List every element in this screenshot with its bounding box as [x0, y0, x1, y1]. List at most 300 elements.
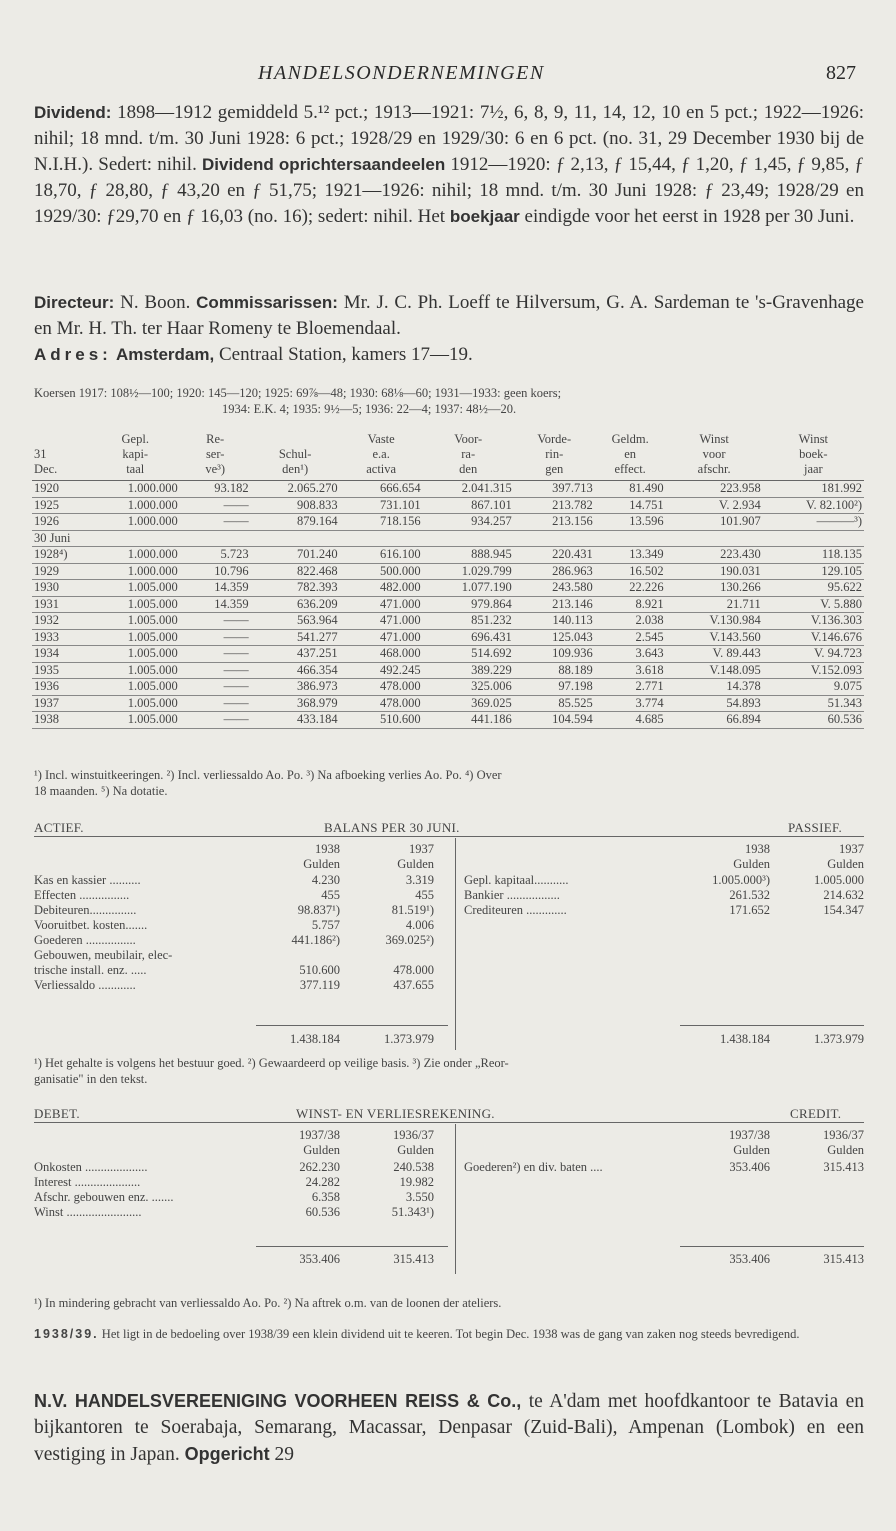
pl-right-header: [464, 1128, 864, 1158]
balance-row: [34, 918, 454, 933]
pl-year-1-left: 1937/38: [299, 1128, 340, 1142]
table-cell: 2.041.315: [423, 481, 514, 498]
balance-row: [34, 948, 454, 963]
address-paragraph: [34, 342, 864, 368]
company-name: N.V. HANDELSVEREENIGING VOORHEEN REISS & Co.,: [34, 1391, 522, 1411]
pl-center-rule: [455, 1124, 456, 1274]
balance-liabilities: [464, 873, 864, 918]
table-header-cell: Dec.: [34, 462, 58, 476]
item-value: 510.600: [299, 963, 340, 977]
table-cell: 1.000.000: [91, 547, 180, 564]
table-cell: V.136.303: [763, 613, 864, 630]
balance-row: [34, 933, 454, 948]
table-cell: 1.000.000: [91, 497, 180, 514]
table-cell: 97.198: [514, 679, 595, 696]
table-cell: 514.692: [423, 646, 514, 663]
item-value: 353.406: [729, 1160, 770, 1174]
table-row: [32, 596, 864, 613]
pl-row: [34, 1190, 454, 1205]
item-value: 377.119: [299, 978, 340, 992]
table-cell: [763, 530, 864, 547]
table-cell: 325.006: [423, 679, 514, 696]
table-cell: 731.101: [340, 497, 423, 514]
balance-row: [464, 903, 864, 918]
table-row: [32, 646, 864, 663]
table-cell: 1925: [32, 497, 91, 514]
table-cell: 93.182: [180, 481, 251, 498]
item-label: Verliessaldo ............: [34, 978, 136, 992]
balance-left-sum-rule: [256, 1025, 448, 1026]
table-cell: 13.596: [595, 514, 666, 531]
table-cell: 1930: [32, 580, 91, 597]
table-cell: ——: [180, 629, 251, 646]
item-label: trische install. enz. .....: [34, 963, 147, 977]
commissioners-text: Mr. J. C. Ph. Loeff te Hilversum, G. A. Sardeman te 's-Gravenhage en Mr. H. Th. ter Haar Romeny te Bloemendaal.: [34, 292, 864, 339]
item-label: Effecten ................: [34, 888, 130, 902]
dividend-text: 1898—1912 gemiddeld 5.¹² pct.; 1913—1921: 7½, 6, 8, 9, 11, 14, 12, 10 en 5 pct.; 1922—1926: nihil; 18 mnd. t/m. 30 Juni 1928: 6 pct.; 1928/29 en 1929/30: 6 en 6 pct. (no. 31, 29 December 1930 bij de N.I.H.). Sedert: nihil.: [34, 102, 864, 175]
table-cell: 101.907: [666, 514, 763, 531]
balance-left-header: [34, 842, 454, 872]
table-cell: 1.077.190: [423, 580, 514, 597]
table-cell: 1937: [32, 695, 91, 712]
pl-total-2-right: 315.413: [823, 1252, 864, 1266]
item-value: 437.655: [393, 978, 434, 992]
table-row: [32, 613, 864, 630]
table-cell: 8.921: [595, 596, 666, 613]
table-header-cell: Winst: [798, 432, 829, 446]
table-cell: 1.005.000: [91, 662, 180, 679]
pl-left-title: DEBET.: [34, 1106, 80, 1121]
table-cell: 888.945: [423, 547, 514, 564]
table-row: [32, 695, 864, 712]
table-cell: 1.005.000: [91, 596, 180, 613]
table-header-cell: afschr.: [697, 462, 731, 476]
table-cell: 66.894: [666, 712, 763, 729]
table-cell: 510.600: [340, 712, 423, 729]
item-label: Gepl. kapitaal...........: [464, 873, 569, 887]
balance-year-1937-right: 1937: [839, 842, 864, 856]
balance-right-header: [464, 842, 864, 872]
table-cell: 616.100: [340, 547, 423, 564]
table-cell: V. 94.723: [763, 646, 864, 663]
item-value: 171.652: [729, 903, 770, 917]
table-cell: 30 Juni: [32, 530, 91, 547]
balance-year-1938-left: 1938: [315, 842, 340, 856]
table-cell: 979.864: [423, 596, 514, 613]
pl-left-sum-rule: [256, 1246, 448, 1247]
table-header-cell: Re-: [206, 432, 225, 446]
statistics-table: [32, 432, 864, 729]
table-cell: 181.992: [763, 481, 864, 498]
table-header-cell: den¹): [282, 462, 309, 476]
table-cell: 879.164: [251, 514, 340, 531]
outlook-text: Het ligt in de bedoeling over 1938/39 een klein dividend uit te keeren. Tot begin Dec. 1938 was de gang van zaken nog steeds bevredigend.: [98, 1327, 800, 1341]
table-row: [32, 679, 864, 696]
table-cell: V.146.676: [763, 629, 864, 646]
table-header-cell: rin-: [545, 447, 564, 461]
table-cell: 213.156: [514, 514, 595, 531]
table-header-cell: 31: [34, 447, 47, 461]
table-row: [32, 580, 864, 597]
table-row: [32, 530, 864, 547]
balance-right-sum-rule: [680, 1025, 864, 1026]
table-cell: 471.000: [340, 629, 423, 646]
item-value: 3.319: [405, 873, 434, 887]
table-cell: 934.257: [423, 514, 514, 531]
table-header-cell: kapi-: [122, 447, 149, 461]
item-value: 154.347: [823, 903, 864, 917]
pl-unit-left-1: Gulden: [303, 1143, 340, 1157]
item-value: 81.519¹): [391, 903, 434, 917]
table-cell: 2.545: [595, 629, 666, 646]
running-title: HANDELSONDERNEMINGEN: [258, 62, 545, 84]
company-text: te A'dam met hoofdkantoor te Batavia en bijkantoren te Soerabaja, Semarang, Macassar, Denpasar (Zuid-Bali), Ampenan (Lombok) en een vestiging in Japan.: [34, 1391, 864, 1465]
table-footnote-line-2: 18 maanden. ⁵) Na dotatie.: [34, 784, 168, 798]
page-number: 827: [826, 62, 856, 84]
table-cell: 1.005.000: [91, 629, 180, 646]
next-company-paragraph: [34, 1388, 864, 1468]
dividend-founders-text: 1912—1920: ƒ 2,13, ƒ 15,44, ƒ 1,20, ƒ 1,45, ƒ 9,85, ƒ 18,70, ƒ 28,80, ƒ 43,20 en ƒ 51,75; 1921—1926: nihil; 18 mnd. t/m. 30 Juni 1928: ƒ 23,49; 1928/29 en 1929/30: ƒ29,70 en ƒ 16,03 (no. 16); sedert: nihil. Het: [34, 154, 864, 227]
table-row: [32, 514, 864, 531]
table-cell: 243.580: [514, 580, 595, 597]
balance-unit-right-1: Gulden: [733, 857, 770, 871]
item-label: Crediteuren .............: [464, 903, 567, 917]
table-cell: 130.266: [666, 580, 763, 597]
table-cell: 223.958: [666, 481, 763, 498]
balance-unit-left-2: Gulden: [397, 857, 434, 871]
item-value: 51.343¹): [391, 1205, 434, 1219]
table-cell: 2.065.270: [251, 481, 340, 498]
table-cell: 468.000: [340, 646, 423, 663]
pl-row: [34, 1175, 454, 1190]
item-value: 24.282: [305, 1175, 340, 1189]
table-cell: 908.833: [251, 497, 340, 514]
price-history-line-1: Koersen 1917: 108½—100; 1920: 145—120; 1925: 69⅞—48; 1930: 68⅛—60; 1931—1933: geen koers;: [34, 386, 562, 400]
table-cell: ——: [180, 514, 251, 531]
dividend-founders-label: Dividend oprichtersaandeelen: [202, 155, 446, 174]
table-cell: 223.430: [666, 547, 763, 564]
table-cell: 867.101: [423, 497, 514, 514]
item-value: 261.532: [729, 888, 770, 902]
table-cell: 389.229: [423, 662, 514, 679]
balance-right-title: PASSIEF.: [788, 820, 842, 835]
table-header-cell: Voor-: [454, 432, 483, 446]
table-cell: 492.245: [340, 662, 423, 679]
balance-left-totals: [34, 1032, 454, 1047]
item-value: 369.025²): [385, 933, 434, 947]
table-cell: ——: [180, 662, 251, 679]
table-cell: 1932: [32, 613, 91, 630]
table-cell: 1935: [32, 662, 91, 679]
item-value: 60.536: [305, 1205, 340, 1219]
pl-total-1-left: 353.406: [299, 1252, 340, 1266]
table-cell: V. 5.880: [763, 596, 864, 613]
table-cell: 718.156: [340, 514, 423, 531]
item-label: Vooruitbet. kosten.......: [34, 918, 148, 932]
balance-assets: [34, 873, 454, 993]
item-value: 5.757: [311, 918, 340, 932]
pl-year-2-left: 1936/37: [393, 1128, 434, 1142]
table-cell: 1.005.000: [91, 580, 180, 597]
table-cell: [595, 530, 666, 547]
management-paragraph: [34, 290, 864, 342]
balance-left-title: ACTIEF.: [34, 820, 84, 835]
table-cell: 16.502: [595, 563, 666, 580]
item-label: Kas en kassier ..........: [34, 873, 141, 887]
pl-top-rule: [34, 1122, 864, 1123]
pl-unit-right-1: Gulden: [733, 1143, 770, 1157]
fiscal-year-text: eindigde voor het eerst in 1928 per 30 Juni.: [519, 206, 855, 227]
table-cell: V.143.560: [666, 629, 763, 646]
table-cell: 10.796: [180, 563, 251, 580]
table-cell: 1938: [32, 712, 91, 729]
founded-text: 29: [269, 1444, 294, 1465]
table-row: [32, 712, 864, 729]
item-value: 4.006: [405, 918, 434, 932]
table-header-cell: ve³): [205, 462, 226, 476]
dividend-label: Dividend:: [34, 103, 112, 122]
table-cell: 386.973: [251, 679, 340, 696]
table-cell: 286.963: [514, 563, 595, 580]
commissioners-label: Commissarissen:: [196, 293, 338, 312]
item-value: 262.230: [299, 1160, 340, 1174]
item-value: 441.186²): [291, 933, 340, 947]
balance-row: [464, 873, 864, 888]
table-header-cell: [251, 432, 340, 447]
table-cell: 636.209: [251, 596, 340, 613]
table-cell: V. 82.100²): [763, 497, 864, 514]
table-cell: 95.622: [763, 580, 864, 597]
table-cell: 2.038: [595, 613, 666, 630]
balance-total-1938-right: 1.438.184: [720, 1032, 770, 1046]
table-cell: 1.000.000: [91, 481, 180, 498]
table-cell: 441.186: [423, 712, 514, 729]
item-label: Debiteuren...............: [34, 903, 137, 917]
pl-row: [34, 1160, 454, 1175]
table-cell: 213.146: [514, 596, 595, 613]
balance-total-1937-right: 1.373.979: [814, 1032, 864, 1046]
table-cell: 782.393: [251, 580, 340, 597]
table-header-cell: voor: [702, 447, 726, 461]
item-value: 98.837¹): [297, 903, 340, 917]
pl-unit-right-2: Gulden: [827, 1143, 864, 1157]
address-label: Adres:: [34, 345, 112, 364]
item-value: 455: [321, 888, 340, 902]
table-cell: 433.184: [251, 712, 340, 729]
table-cell: 54.893: [666, 695, 763, 712]
balance-year-1937-left: 1937: [409, 842, 434, 856]
item-value: 1.005.000³): [712, 873, 770, 887]
table-header-cell: gen: [545, 462, 564, 476]
table-cell: 1.005.000: [91, 712, 180, 729]
address-city: Amsterdam,: [111, 345, 215, 364]
table-cell: 21.711: [666, 596, 763, 613]
table-cell: 1.005.000: [91, 679, 180, 696]
table-cell: 213.782: [514, 497, 595, 514]
table-header-cell: den: [459, 462, 478, 476]
item-value: 3.550: [405, 1190, 434, 1204]
table-header-cell: en: [624, 447, 637, 461]
table-cell: 81.490: [595, 481, 666, 498]
balance-total-1938-left: 1.438.184: [290, 1032, 340, 1046]
founded-label: Opgericht: [184, 1444, 270, 1464]
table-cell: 471.000: [340, 596, 423, 613]
table-cell: 696.431: [423, 629, 514, 646]
table-cell: V.148.095: [666, 662, 763, 679]
balance-top-rule: [34, 836, 864, 837]
balance-footnote: [34, 1055, 864, 1087]
balance-row: [34, 978, 454, 993]
table-cell: 22.226: [595, 580, 666, 597]
item-label: Winst ........................: [34, 1205, 142, 1219]
table-header-row: [32, 432, 864, 447]
item-label: Afschr. gebouwen enz. .......: [34, 1190, 174, 1204]
table-header-cell: activa: [366, 462, 397, 476]
table-cell: 1.000.000: [91, 514, 180, 531]
table-header-cell: e.a.: [372, 447, 390, 461]
page-header: [0, 62, 896, 88]
item-value: 6.358: [311, 1190, 340, 1204]
pl-right-title: CREDIT.: [790, 1106, 842, 1121]
table-cell: 60.536: [763, 712, 864, 729]
table-cell: 478.000: [340, 695, 423, 712]
table-header-cell: Geldm.: [611, 432, 649, 446]
table-header-cell: boek-: [799, 447, 828, 461]
table-row: [32, 563, 864, 580]
table-cell: 118.135: [763, 547, 864, 564]
pl-title: WINST- EN VERLIESREKENING.: [296, 1106, 495, 1121]
table-cell: 3.643: [595, 646, 666, 663]
balance-row: [464, 888, 864, 903]
director-label: Directeur:: [34, 293, 115, 312]
table-footnote: [34, 767, 864, 799]
table-cell: 851.232: [423, 613, 514, 630]
table-cell: 1.000.000: [91, 563, 180, 580]
pl-unit-left-2: Gulden: [397, 1143, 434, 1157]
pl-year-2-right: 1936/37: [823, 1128, 864, 1142]
pl-year-1-right: 1937/38: [729, 1128, 770, 1142]
table-cell: V. 89.443: [666, 646, 763, 663]
table-row: [32, 497, 864, 514]
item-value: 1.005.000: [814, 873, 864, 887]
balance-row: [34, 963, 454, 978]
table-cell: 500.000: [340, 563, 423, 580]
pl-row: [464, 1160, 864, 1175]
table-cell: 104.594: [514, 712, 595, 729]
table-cell: [91, 530, 180, 547]
table-cell: 1920: [32, 481, 91, 498]
address-text: Centraal Station, kamers 17—19.: [214, 344, 473, 365]
table-cell: 140.113: [514, 613, 595, 630]
table-cell: 88.189: [514, 662, 595, 679]
item-value: 478.000: [393, 963, 434, 977]
item-label: Bankier .................: [464, 888, 560, 902]
table-cell: 1933: [32, 629, 91, 646]
table-cell: 5.723: [180, 547, 251, 564]
balance-center-rule: [455, 838, 456, 1050]
table-cell: [666, 530, 763, 547]
table-footnote-line-1: ¹) Incl. winstuitkeeringen. ²) Incl. verliessaldo Ao. Po. ³) Na afboeking verlies Ao. Po. ⁴) Over: [34, 768, 502, 782]
table-cell: [180, 530, 251, 547]
table-header-cell: Schul-: [278, 447, 312, 461]
table-header-cell: Vorde-: [537, 432, 572, 446]
pl-footnote: ¹) In mindering gebracht van verliessaldo Ao. Po. ²) Na aftrek o.m. van de loonen der ateliers.: [34, 1296, 502, 1310]
table-cell: 1926: [32, 514, 91, 531]
table-header-cell: Winst: [699, 432, 729, 446]
table-cell: 666.654: [340, 481, 423, 498]
balance-right-totals: [464, 1032, 864, 1047]
item-value: 214.632: [823, 888, 864, 902]
table-cell: 4.685: [595, 712, 666, 729]
table-header-cell: Vaste: [367, 432, 395, 446]
table-cell: ——: [180, 712, 251, 729]
table-cell: ——: [180, 613, 251, 630]
balance-row: [34, 903, 454, 918]
pl-left-totals: [34, 1252, 454, 1267]
balance-row: [34, 888, 454, 903]
table-cell: 13.349: [595, 547, 666, 564]
pl-total-2-left: 315.413: [393, 1252, 434, 1266]
table-cell: ——: [180, 646, 251, 663]
table-cell: 541.277: [251, 629, 340, 646]
item-label: Interest .....................: [34, 1175, 141, 1189]
item-label: Goederen²) en div. baten ....: [464, 1160, 603, 1174]
table-cell: 3.618: [595, 662, 666, 679]
table-cell: 1936: [32, 679, 91, 696]
table-cell: 471.000: [340, 613, 423, 630]
table-cell: 51.343: [763, 695, 864, 712]
pl-right-totals: [464, 1252, 864, 1267]
table-cell: 368.979: [251, 695, 340, 712]
table-cell: 190.031: [666, 563, 763, 580]
outlook-note: [34, 1326, 864, 1342]
table-cell: ——: [180, 695, 251, 712]
table-cell: V.152.093: [763, 662, 864, 679]
table-header-row: [32, 462, 864, 477]
table-cell: 14.751: [595, 497, 666, 514]
table-cell: 397.713: [514, 481, 595, 498]
table-cell: 1.005.000: [91, 695, 180, 712]
table-cell: 478.000: [340, 679, 423, 696]
table-cell: [514, 530, 595, 547]
table-header-cell: Gepl.: [121, 432, 149, 446]
table-cell: 437.251: [251, 646, 340, 663]
director-text: N. Boon.: [114, 292, 197, 313]
table-row: [32, 662, 864, 679]
table-cell: 1934: [32, 646, 91, 663]
table-cell: V. 2.934: [666, 497, 763, 514]
table-header-cell: [32, 432, 91, 447]
table-cell: 14.359: [180, 580, 251, 597]
table-cell: 466.354: [251, 662, 340, 679]
balance-year-1938-right: 1938: [745, 842, 770, 856]
outlook-label: 1938/39.: [34, 1327, 99, 1341]
pl-total-1-right: 353.406: [729, 1252, 770, 1266]
table-cell: 109.936: [514, 646, 595, 663]
balance-title: BALANS PER 30 JUNI.: [324, 820, 460, 835]
table-cell: 822.468: [251, 563, 340, 580]
table-cell: 2.771: [595, 679, 666, 696]
table-cell: [340, 530, 423, 547]
item-value: 240.538: [393, 1160, 434, 1174]
dividend-paragraph: [34, 100, 864, 230]
table-cell: 563.964: [251, 613, 340, 630]
balance-row: [34, 873, 454, 888]
item-value: 455: [415, 888, 434, 902]
pl-right-sum-rule: [680, 1246, 864, 1247]
table-cell: 85.525: [514, 695, 595, 712]
table-row: [32, 481, 864, 498]
